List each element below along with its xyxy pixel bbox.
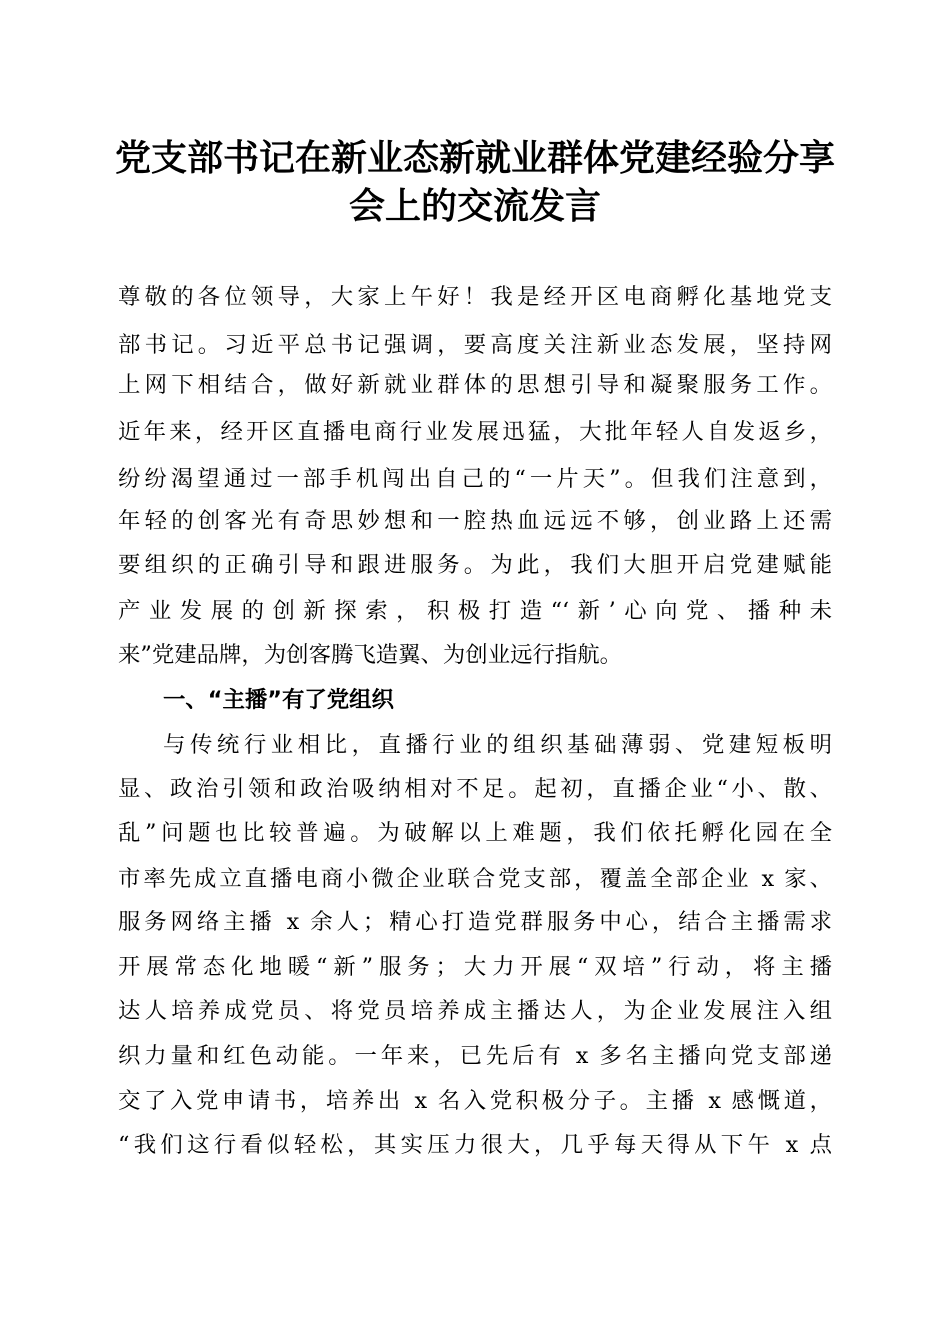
intro-line-8: 产业发展的创新探索，积极打造“‘新’心向党、播种未 [118, 598, 832, 624]
intro-line-4: 近年来，经开区直播电商行业发展迅猛，大批年轻人自发返乡， [118, 419, 832, 445]
intro-line-2: 部书记。习近平总书记强调，要高度关注新业态发展，坚持网 [118, 332, 832, 358]
intro-line-1: 尊敬的各位领导，大家上午好！我是经开区电商孵化基地党支 [118, 284, 832, 310]
intro-line-3: 上网下相结合，做好新就业群体的思想引导和凝聚服务工作。 [118, 372, 832, 398]
intro-line-9: 来”党建品牌，为创客腾飞造翼、为创业远行指航。 [118, 642, 623, 668]
section-1-line-2: 显、政治引领和政治吸纳相对不足。起初，直播企业“小、散、 [118, 776, 832, 802]
section-1-line-7: 达人培养成党员、将党员培养成主播达人，为企业发展注入组 [118, 998, 832, 1024]
section-1-line-6: 开展常态化地暖“新”服务；大力开展“双培”行动，将主播 [118, 954, 832, 980]
intro-line-6: 年轻的创客光有奇思妙想和一腔热血远远不够，创业路上还需 [118, 508, 832, 534]
section-1-line-8: 织力量和红色动能。一年来，已先后有 x 多名主播向党支部递 [118, 1043, 832, 1069]
section-1-heading: 一、“主播”有了党组织 [163, 687, 394, 713]
intro-line-7: 要组织的正确引导和跟进服务。为此，我们大胆开启党建赋能 [118, 552, 832, 578]
section-1-line-4: 市率先成立直播电商小微企业联合党支部，覆盖全部企业 x 家、 [118, 866, 832, 892]
section-1-line-5: 服务网络主播 x 余人；精心打造党群服务中心，结合主播需求 [118, 909, 832, 935]
section-1-line-10: “我们这行看似轻松，其实压力很大，几乎每天得从下午 x 点 [118, 1132, 832, 1158]
intro-line-5: 纷纷渴望通过一部手机闯出自己的“一片天”。但我们注意到， [118, 466, 832, 492]
section-1-line-9: 交了入党申请书，培养出 x 名入党积极分子。主播 x 感慨道， [118, 1088, 832, 1114]
document-title-line-1: 党支部书记在新业态新就业群体党建经验分享 [114, 137, 835, 179]
section-1-line-1: 与传统行业相比，直播行业的组织基础薄弱、党建短板明 [163, 732, 832, 758]
section-1-line-3: 乱”问题也比较普遍。为破解以上难题，我们依托孵化园在全 [118, 820, 832, 846]
document-title-line-2: 会上的交流发言 [348, 185, 601, 227]
